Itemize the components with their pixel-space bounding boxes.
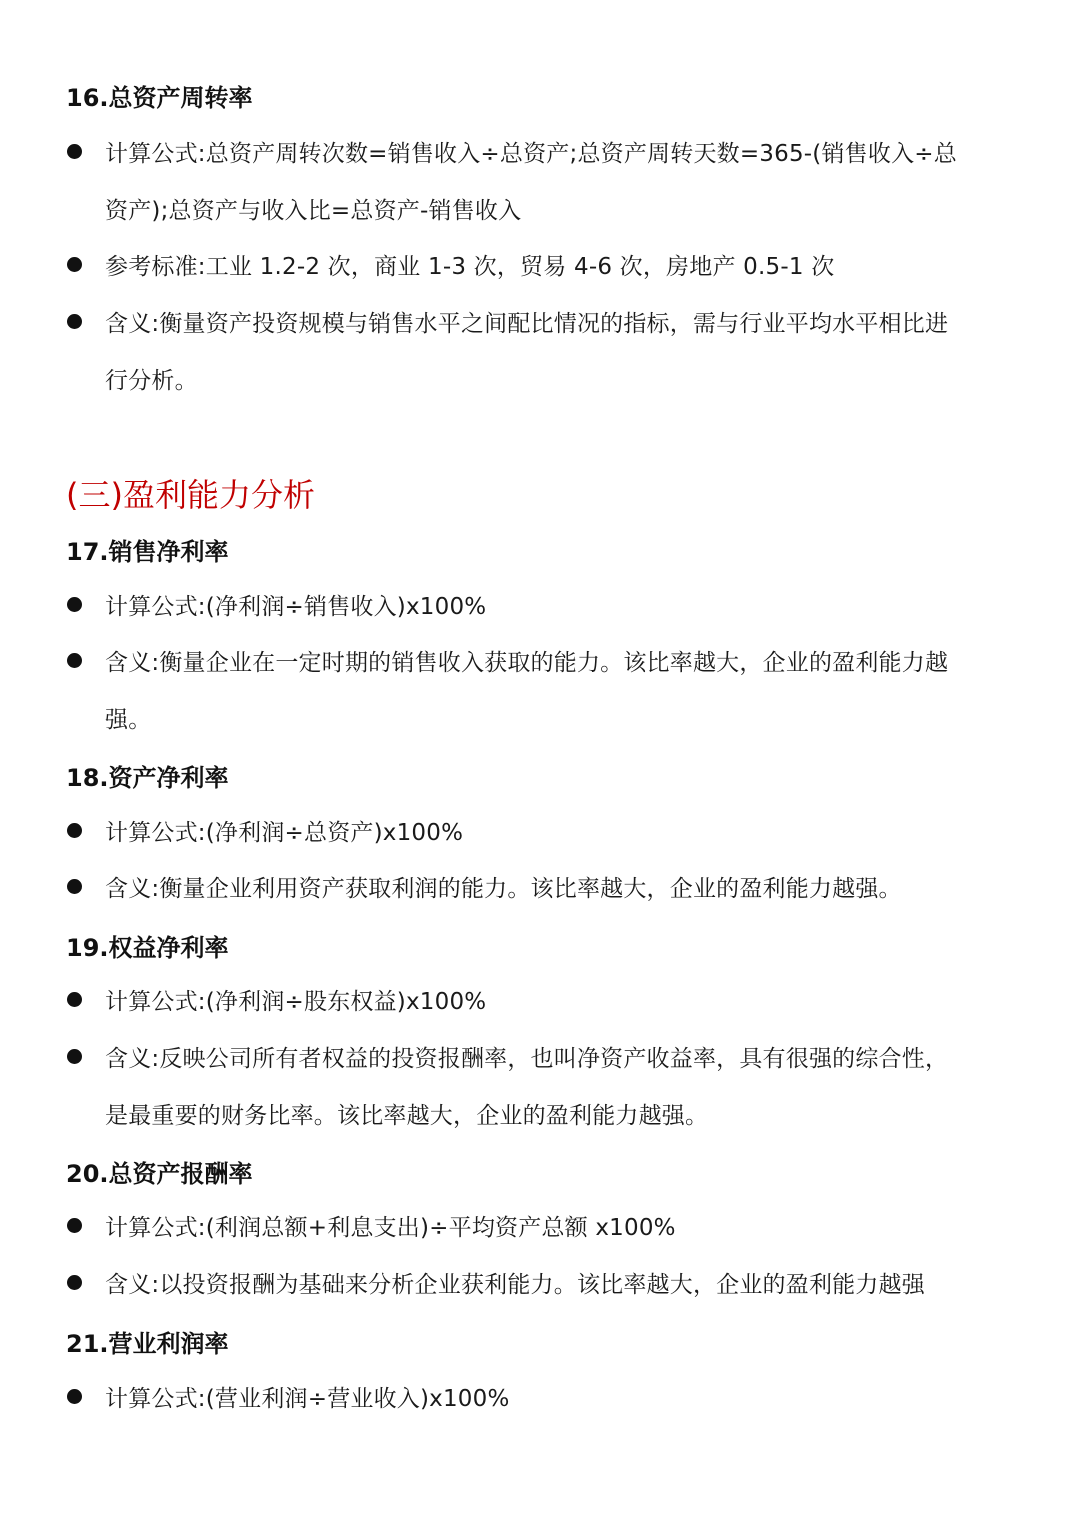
bullet-icon (67, 823, 82, 838)
heading-return-on-assets: 18.资产净利率 (66, 764, 229, 792)
meaning-line-1: 含义:反映公司所有者权益的投资报酬率，也叫净资产收益率，具有很强的综合性， (105, 1046, 949, 1072)
meaning-line: 含义:以投资报酬为基础来分析企业获利能力。该比率越大，企业的盈利能力越强 (105, 1272, 925, 1298)
formula-line-1: 计算公式:总资产周转次数=销售收入÷总资产;总资产周转天数=365-(销售收入÷总 (105, 141, 957, 167)
reference-standard: 参考标准:工业 1.2-2 次，商业 1-3 次，贸易 4-6 次，房地产 0.5-1 次 (105, 254, 835, 280)
meaning-line: 含义:衡量企业利用资产获取利润的能力。该比率越大，企业的盈利能力越强。 (105, 876, 902, 902)
meaning-line-1: 含义:衡量企业在一定时期的销售收入获取的能力。该比率越大，企业的盈利能力越 (105, 650, 949, 676)
bullet-icon (67, 992, 82, 1007)
heading-return-on-total-assets: 20.总资产报酬率 (66, 1160, 253, 1188)
section-title-profitability: (三)盈利能力分析 (66, 476, 315, 514)
heading-return-on-equity: 19.权益净利率 (66, 934, 229, 962)
bullet-icon (67, 879, 82, 894)
meaning-line-2: 是最重要的财务比率。该比率越大，企业的盈利能力越强。 (105, 1103, 709, 1129)
bullet-icon (67, 144, 82, 159)
formula-line: 计算公式:(营业利润÷营业收入)x100% (105, 1386, 510, 1412)
bullet-icon (67, 653, 82, 668)
formula-line-2: 资产);总资产与收入比=总资产-销售收入 (105, 198, 522, 224)
bullet-icon (67, 1218, 82, 1233)
bullet-icon (67, 1389, 82, 1404)
formula-line: 计算公式:(净利润÷总资产)x100% (105, 820, 464, 846)
formula-line: 计算公式:(利润总额+利息支出)÷平均资产总额 x100% (105, 1215, 676, 1241)
formula-line: 计算公式:(净利润÷销售收入)x100% (105, 594, 487, 620)
bullet-icon (67, 257, 82, 272)
meaning-line-2: 强。 (105, 707, 152, 733)
formula-line: 计算公式:(净利润÷股东权益)x100% (105, 989, 487, 1015)
meaning-line-1: 含义:衡量资产投资规模与销售水平之间配比情况的指标，需与行业平均水平相比进 (105, 311, 949, 337)
bullet-icon (67, 314, 82, 329)
bullet-icon (67, 597, 82, 612)
meaning-line-2: 行分析。 (105, 368, 198, 394)
heading-operating-profit-margin: 21.营业利润率 (66, 1330, 229, 1358)
bullet-icon (67, 1275, 82, 1290)
heading-net-profit-margin: 17.销售净利率 (66, 538, 229, 566)
heading-total-asset-turnover: 16.总资产周转率 (66, 84, 253, 112)
bullet-icon (67, 1049, 82, 1064)
